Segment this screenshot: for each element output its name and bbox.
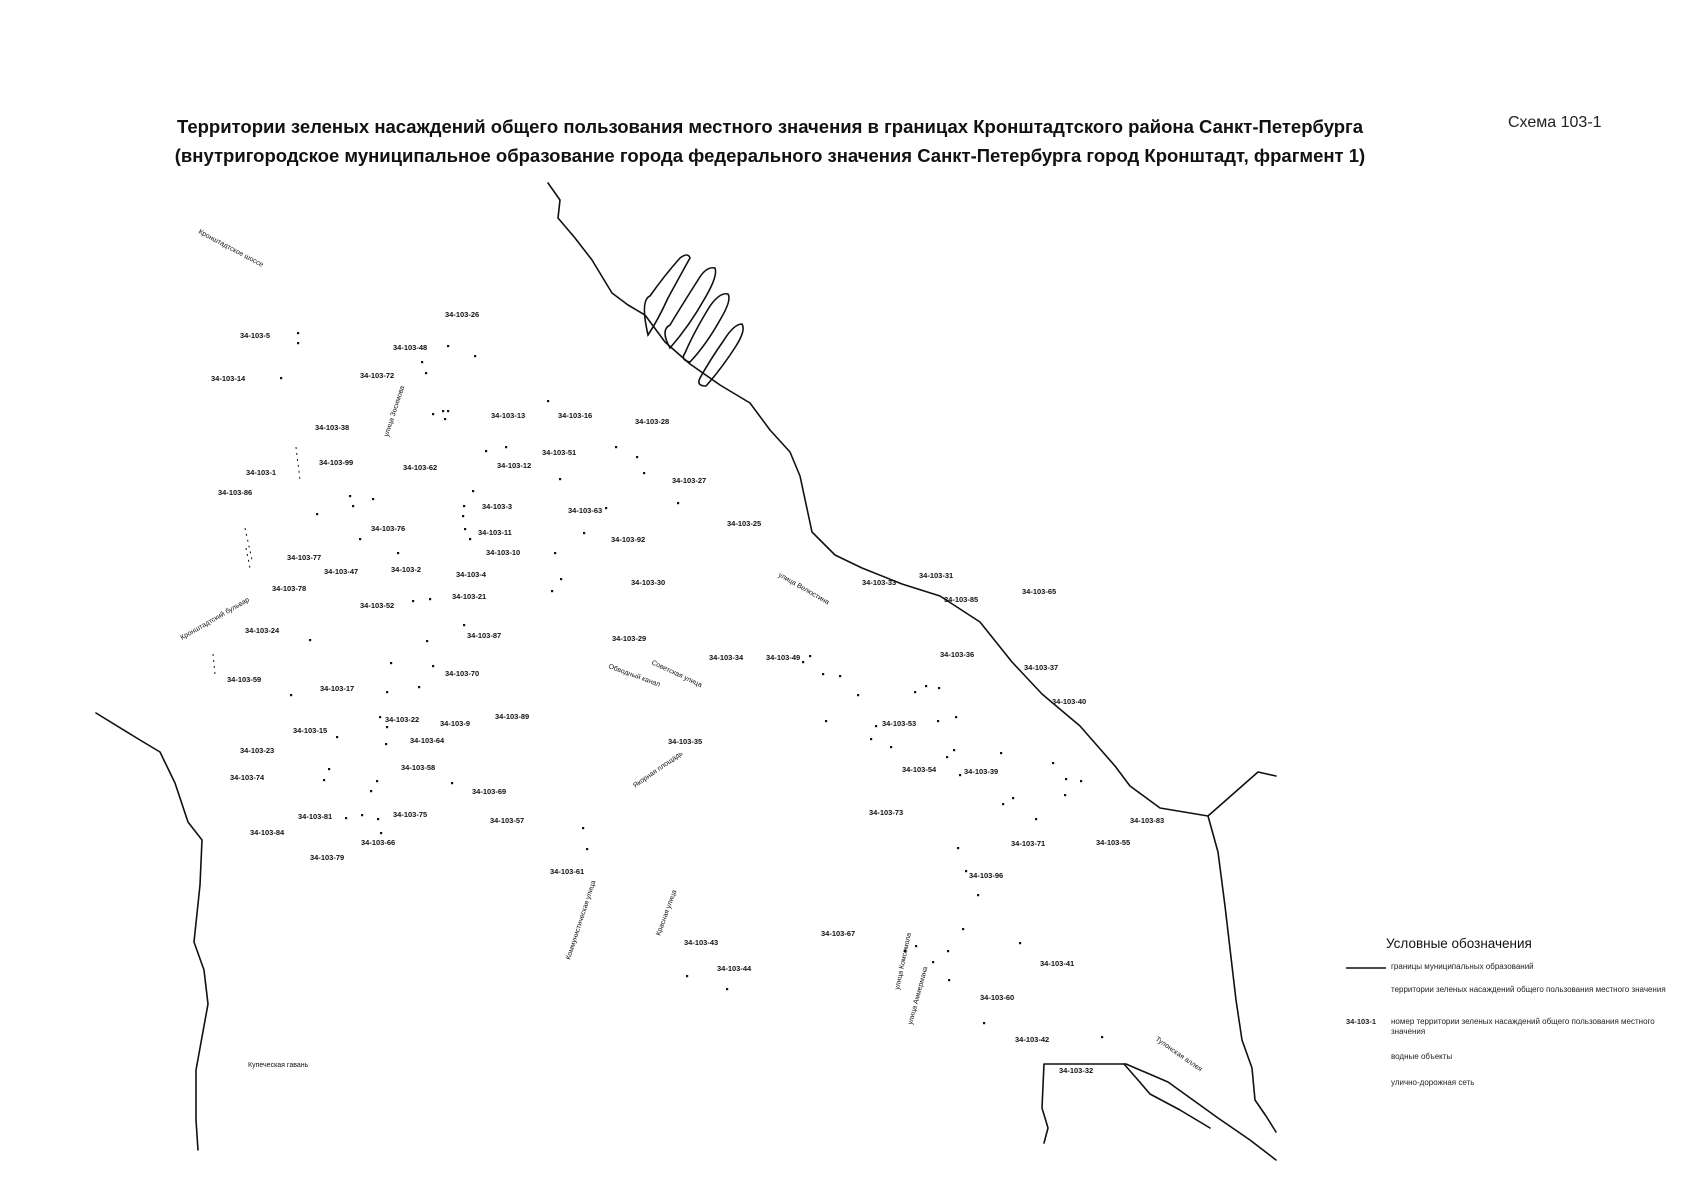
territory-marker <box>977 894 979 896</box>
territory-marker <box>447 345 449 347</box>
street-label: улица Аммермана <box>907 966 930 1026</box>
territory-marker <box>425 372 427 374</box>
island-3 <box>683 294 729 362</box>
territory-label: 34-103-23 <box>240 746 275 755</box>
territory-label: 34-103-32 <box>1059 1066 1094 1075</box>
territory-label: 34-103-3 <box>482 502 513 511</box>
territory-marker <box>1101 1036 1103 1038</box>
territory-label: 34-103-92 <box>611 535 646 544</box>
territory-label: 34-103-53 <box>882 719 917 728</box>
territory-marker <box>442 410 444 412</box>
legend-title: Условные обозначения <box>1386 936 1532 951</box>
legend-label: улично-дорожная сеть <box>1391 1078 1475 1087</box>
territory-marker <box>825 720 827 722</box>
territory-marker <box>1080 780 1082 782</box>
territory-marker <box>1000 752 1002 754</box>
territory-marker <box>463 624 465 626</box>
street-label: Кронштадтское шоссе <box>197 228 265 269</box>
boundary-line-icon <box>1346 962 1390 972</box>
street-label: улица Комсомола <box>894 932 914 991</box>
territory-label: 34-103-41 <box>1040 959 1075 968</box>
territory-label: 34-103-37 <box>1024 663 1059 672</box>
territory-marker <box>870 738 872 740</box>
territory-label: 34-103-25 <box>727 519 762 528</box>
territory-label: 34-103-28 <box>635 417 670 426</box>
territory-marker <box>447 410 449 412</box>
territory-marker <box>554 552 556 554</box>
territory-label: 34-103-89 <box>495 712 530 721</box>
territory-label: 34-103-86 <box>218 488 253 497</box>
street-label: Коммунистическая улица <box>565 879 598 961</box>
territory-marker <box>551 590 553 592</box>
territory-label: 34-103-39 <box>964 767 999 776</box>
territory-marker <box>370 790 372 792</box>
territory-marker <box>1065 778 1067 780</box>
territory-label: 34-103-31 <box>919 571 954 580</box>
territory-label: 34-103-17 <box>320 684 355 693</box>
territory-marker <box>965 870 967 872</box>
territory-marker <box>485 450 487 452</box>
street-label: улица Велюстина <box>777 571 831 607</box>
territory-label: 34-103-52 <box>360 601 395 610</box>
territory-marker <box>915 945 917 947</box>
territory-label: 34-103-74 <box>230 773 265 782</box>
territory-marker <box>955 716 957 718</box>
territory-marker <box>412 600 414 602</box>
territory-marker <box>726 988 728 990</box>
territory-label: 34-103-67 <box>821 929 856 938</box>
territory-marker <box>451 782 453 784</box>
territory-marker <box>839 675 841 677</box>
territory-label: 34-103-27 <box>672 476 707 485</box>
territory-label: 34-103-55 <box>1096 838 1131 847</box>
territory-marker <box>1035 818 1037 820</box>
territory-marker <box>377 818 379 820</box>
territory-marker <box>349 495 351 497</box>
legend-label: водные объекты <box>1391 1052 1453 1061</box>
street-label: Якорная площадь <box>632 750 685 790</box>
territory-marker <box>464 528 466 530</box>
territory-marker <box>957 847 959 849</box>
territory-label: 34-103-22 <box>385 715 420 724</box>
street-label: Тулонская аллея <box>1153 1035 1204 1074</box>
street-label: улица Зосимова <box>383 385 407 438</box>
territory-marker <box>472 490 474 492</box>
territory-marker <box>418 686 420 688</box>
territory-marker <box>432 665 434 667</box>
territory-label: 34-103-42 <box>1015 1035 1050 1044</box>
territory-label: 34-103-84 <box>250 828 285 837</box>
territory-label: 34-103-30 <box>631 578 666 587</box>
territory-label: 34-103-64 <box>410 736 445 745</box>
street-label: Кронштадтский бульвар <box>179 596 251 642</box>
territory-marker <box>309 639 311 641</box>
territory-label: 34-103-16 <box>558 411 593 420</box>
territory-label: 34-103-69 <box>472 787 507 796</box>
territory-marker <box>432 413 434 415</box>
territory-marker <box>297 342 299 344</box>
territory-marker <box>947 950 949 952</box>
territory-label: 34-103-57 <box>490 816 525 825</box>
territory-marker <box>932 961 934 963</box>
territory-label: 34-103-85 <box>944 595 979 604</box>
territory-marker <box>925 685 927 687</box>
territory-marker <box>1064 794 1066 796</box>
territory-strip <box>246 548 250 568</box>
territory-label: 34-103-10 <box>486 548 521 557</box>
territory-label: 34-103-48 <box>393 343 428 352</box>
map-title-line-1: Территории зеленых насаждений общего пользования местного значения в границах Кронштадтского района Санкт-Петербурга <box>176 116 1364 137</box>
territory-marker <box>586 848 588 850</box>
territory-label: 34-103-29 <box>612 634 647 643</box>
street-label: Красная улица <box>655 889 679 937</box>
territory-marker <box>361 814 363 816</box>
territory-label: 34-103-81 <box>298 812 333 821</box>
territory-label: 34-103-77 <box>287 553 322 562</box>
territory-marker <box>583 532 585 534</box>
territory-marker <box>643 472 645 474</box>
legend-label: территории зеленых насаждений общего пользования местного значения <box>1391 985 1666 994</box>
territory-marker <box>1012 797 1014 799</box>
territory-label: 34-103-47 <box>324 567 359 576</box>
territory-marker <box>372 498 374 500</box>
street-label: Купеческая гавань <box>248 1062 309 1069</box>
territory-label: 34-103-12 <box>497 461 532 470</box>
territory-label: 34-103-33 <box>862 578 897 587</box>
territory-marker <box>677 502 679 504</box>
territory-marker <box>474 355 476 357</box>
territory-label: 34-103-99 <box>319 458 354 467</box>
territory-marker <box>328 768 330 770</box>
territory-marker <box>379 716 381 718</box>
territory-marker <box>280 377 282 379</box>
territory-marker <box>605 507 607 509</box>
dock-boundary <box>1042 1064 1276 1160</box>
territory-marker <box>336 736 338 738</box>
territory-marker <box>386 726 388 728</box>
territory-label: 34-103-51 <box>542 448 577 457</box>
territory-label: 34-103-76 <box>371 524 406 533</box>
territory-marker <box>938 687 940 689</box>
legend-label: номер территории зеленых насаждений общего пользования местного значения <box>1391 1017 1655 1036</box>
territory-marker <box>1052 762 1054 764</box>
territory-marker <box>505 446 507 448</box>
territory-label: 34-103-65 <box>1022 587 1057 596</box>
territory-label: 34-103-62 <box>403 463 438 472</box>
territory-label: 34-103-49 <box>766 653 801 662</box>
territory-marker <box>962 928 964 930</box>
territory-marker <box>959 774 961 776</box>
territory-label: 34-103-13 <box>491 411 526 420</box>
territory-marker <box>386 691 388 693</box>
territory-strip <box>245 528 252 560</box>
island-4 <box>699 324 743 386</box>
territory-label: 34-103-2 <box>391 565 422 574</box>
territory-label: 34-103-11 <box>478 528 512 537</box>
street-label: Обводный канал <box>607 663 662 689</box>
territory-marker <box>463 505 465 507</box>
territory-marker <box>469 538 471 540</box>
territory-marker <box>686 975 688 977</box>
scheme-label: Схема 103-1 <box>1508 114 1602 131</box>
territory-label: 34-103-83 <box>1130 816 1165 825</box>
territory-label: 34-103-5 <box>240 331 271 340</box>
territory-marker <box>316 513 318 515</box>
legend-label: границы муниципальных образований <box>1391 962 1534 971</box>
territory-label: 34-103-14 <box>211 374 246 383</box>
territory-label: 34-103-73 <box>869 808 904 817</box>
territory-marker <box>462 515 464 517</box>
territory-label: 34-103-34 <box>709 653 744 662</box>
territory-label: 34-103-21 <box>452 592 487 601</box>
territory-marker <box>352 505 354 507</box>
territory-marker <box>983 1022 985 1024</box>
territory-marker <box>937 720 939 722</box>
territory-marker <box>359 538 361 540</box>
territory-label: 34-103-44 <box>717 964 752 973</box>
territory-marker <box>1002 803 1004 805</box>
territory-label: 34-103-78 <box>272 584 307 593</box>
territory-marker <box>809 655 811 657</box>
territory-marker <box>547 400 549 402</box>
left-boundary <box>96 713 208 1150</box>
territory-marker <box>946 756 948 758</box>
territory-marker <box>380 832 382 834</box>
territory-label: 34-103-60 <box>980 993 1015 1002</box>
territory-label: 34-103-4 <box>456 570 487 579</box>
territory-marker <box>615 446 617 448</box>
territory-label: 34-103-54 <box>902 765 937 774</box>
dock-boundary-2 <box>1124 1064 1210 1128</box>
territory-marker <box>290 694 292 696</box>
territory-marker <box>397 552 399 554</box>
territory-marker <box>297 332 299 334</box>
territory-marker <box>444 418 446 420</box>
territory-label: 34-103-40 <box>1052 697 1087 706</box>
territory-label: 34-103-71 <box>1011 839 1046 848</box>
territory-marker <box>636 456 638 458</box>
territory-marker <box>890 746 892 748</box>
territory-label: 34-103-15 <box>293 726 328 735</box>
map-title-line-2: (внутригородское муниципальное образование города федерального значения Санкт-Петербурга город Кронштадт, фрагмент 1) <box>174 145 1366 166</box>
territory-marker <box>560 578 562 580</box>
territory-marker <box>426 640 428 642</box>
territory-marker <box>323 779 325 781</box>
territory-label: 34-103-58 <box>401 763 436 772</box>
territory-marker <box>953 749 955 751</box>
territory-label: 34-103-61 <box>550 867 585 876</box>
legend-symbol: 34-103-1 <box>1346 1017 1377 1026</box>
territory-label: 34-103-36 <box>940 650 975 659</box>
territory-label: 34-103-70 <box>445 669 480 678</box>
territory-marker <box>875 725 877 727</box>
territory-strip <box>213 654 215 674</box>
territory-marker <box>822 673 824 675</box>
territory-label: 34-103-96 <box>969 871 1004 880</box>
territory-label: 34-103-72 <box>360 371 395 380</box>
territory-label: 34-103-1 <box>246 468 277 477</box>
territory-label: 34-103-35 <box>668 737 703 746</box>
inner-boundary <box>1208 816 1276 1132</box>
territory-marker <box>1019 942 1021 944</box>
territory-strip <box>296 447 300 480</box>
territory-marker <box>345 817 347 819</box>
territory-marker <box>559 478 561 480</box>
territory-label: 34-103-59 <box>227 675 262 684</box>
territory-label: 34-103-63 <box>568 506 603 515</box>
territory-label: 34-103-38 <box>315 423 350 432</box>
territory-marker <box>914 691 916 693</box>
territory-marker <box>376 780 378 782</box>
territory-marker <box>582 827 584 829</box>
territory-label: 34-103-79 <box>310 853 345 862</box>
territory-label: 34-103-43 <box>684 938 719 947</box>
territory-marker <box>385 743 387 745</box>
territory-marker <box>421 361 423 363</box>
street-label: Советская улица <box>650 659 703 690</box>
territory-label: 34-103-24 <box>245 626 280 635</box>
territory-label: 34-103-26 <box>445 310 480 319</box>
territory-label: 34-103-66 <box>361 838 396 847</box>
territory-label: 34-103-75 <box>393 810 428 819</box>
territory-marker <box>802 661 804 663</box>
territory-label: 34-103-9 <box>440 719 471 728</box>
territory-marker <box>429 598 431 600</box>
territory-marker <box>948 979 950 981</box>
territory-marker <box>857 694 859 696</box>
territory-marker <box>390 662 392 664</box>
territory-label: 34-103-87 <box>467 631 502 640</box>
